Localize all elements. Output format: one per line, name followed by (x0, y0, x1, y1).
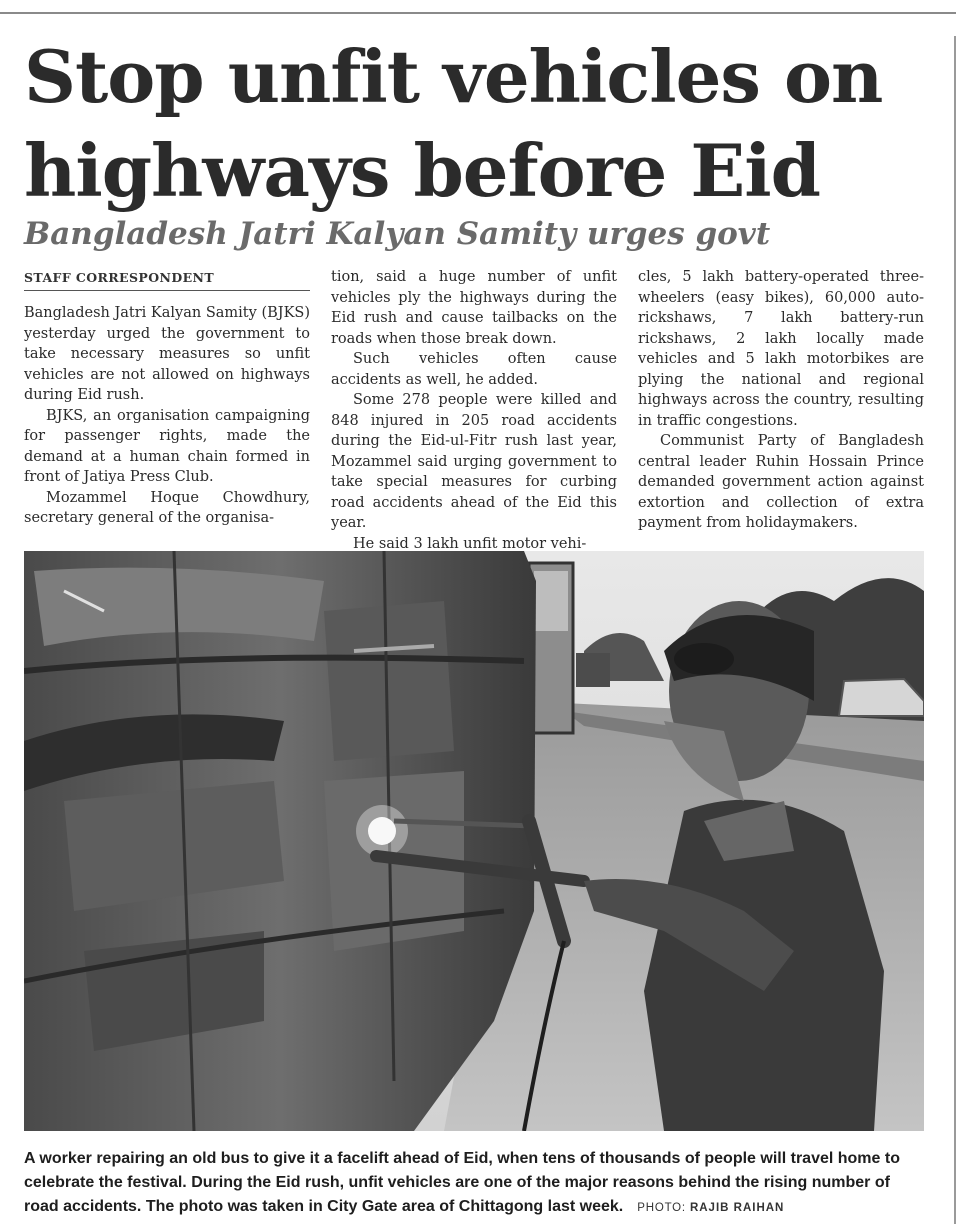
top-rule (0, 12, 956, 14)
paragraph: Communist Party of Bangladesh central leader Ruhin Hossain Prince demanded government action against extortion and collection of extra payment from holidaymakers. (638, 433, 924, 531)
photo-caption (24, 1147, 924, 1220)
paragraph: BJKS, an organisation campaigning for passenger rights, made the demand at a human chain formed in front of Jatiya Press Club. (24, 407, 310, 485)
paragraph: tion, said a huge number of unfit vehicles ply the highways during the Eid rush and cause tailbacks on the roads when those break down. (331, 269, 617, 347)
credit-label: PHOTO: (637, 1202, 686, 1214)
column-1 (24, 303, 310, 529)
column-2 (331, 267, 617, 554)
column-3 (638, 267, 924, 534)
headline: Stop unfit vehicles on highways before Eid (24, 34, 883, 213)
paragraph: He said 3 lakh unfit motor vehi- (353, 535, 587, 552)
paragraph: Some 278 people were killed and 848 injured in 205 road accidents during the Eid-ul-Fitr rush last year, Mozammel said urging government to take special measures for curbing road accidents ahead of the Eid this year. (331, 392, 617, 531)
news-photo (24, 551, 924, 1131)
paragraph: Such vehicles often cause accidents as well, he added. (331, 351, 617, 388)
photo-credit (637, 1202, 784, 1214)
credit-name: RAJIB RAIHAN (689, 1202, 785, 1214)
paragraph: Mozammel Hoque Chowdhury, secretary general of the organisa- (24, 489, 310, 526)
byline: STAFF CORRESPONDENT (24, 270, 310, 291)
subheadline: Bangladesh Jatri Kalyan Samity urges govt (24, 216, 771, 252)
paragraph: cles, 5 lakh battery-operated three-wheelers (easy bikes), 60,000 auto-rickshaws, 7 lakh battery-run rickshaws, 2 lakh locally made vehicles and 5 lakh motorbikes are plying the national and regional highways across the country, resulting in traffic congestions. (638, 269, 924, 429)
paragraph: Bangladesh Jatri Kalyan Samity (BJKS) yesterday urged the government to take necessary measures so unfit vehicles are not allowed on highways during Eid rush. (24, 305, 310, 403)
caption-text: A worker repairing an old bus to give it a facelift ahead of Eid, when tens of thousands of people will travel home to celebrate the festival. During the Eid rush, unfit vehicles are one of the major reasons behind the rising number of road accidents. The photo was taken in City Gate area of Chittagong last week. (24, 1150, 900, 1215)
